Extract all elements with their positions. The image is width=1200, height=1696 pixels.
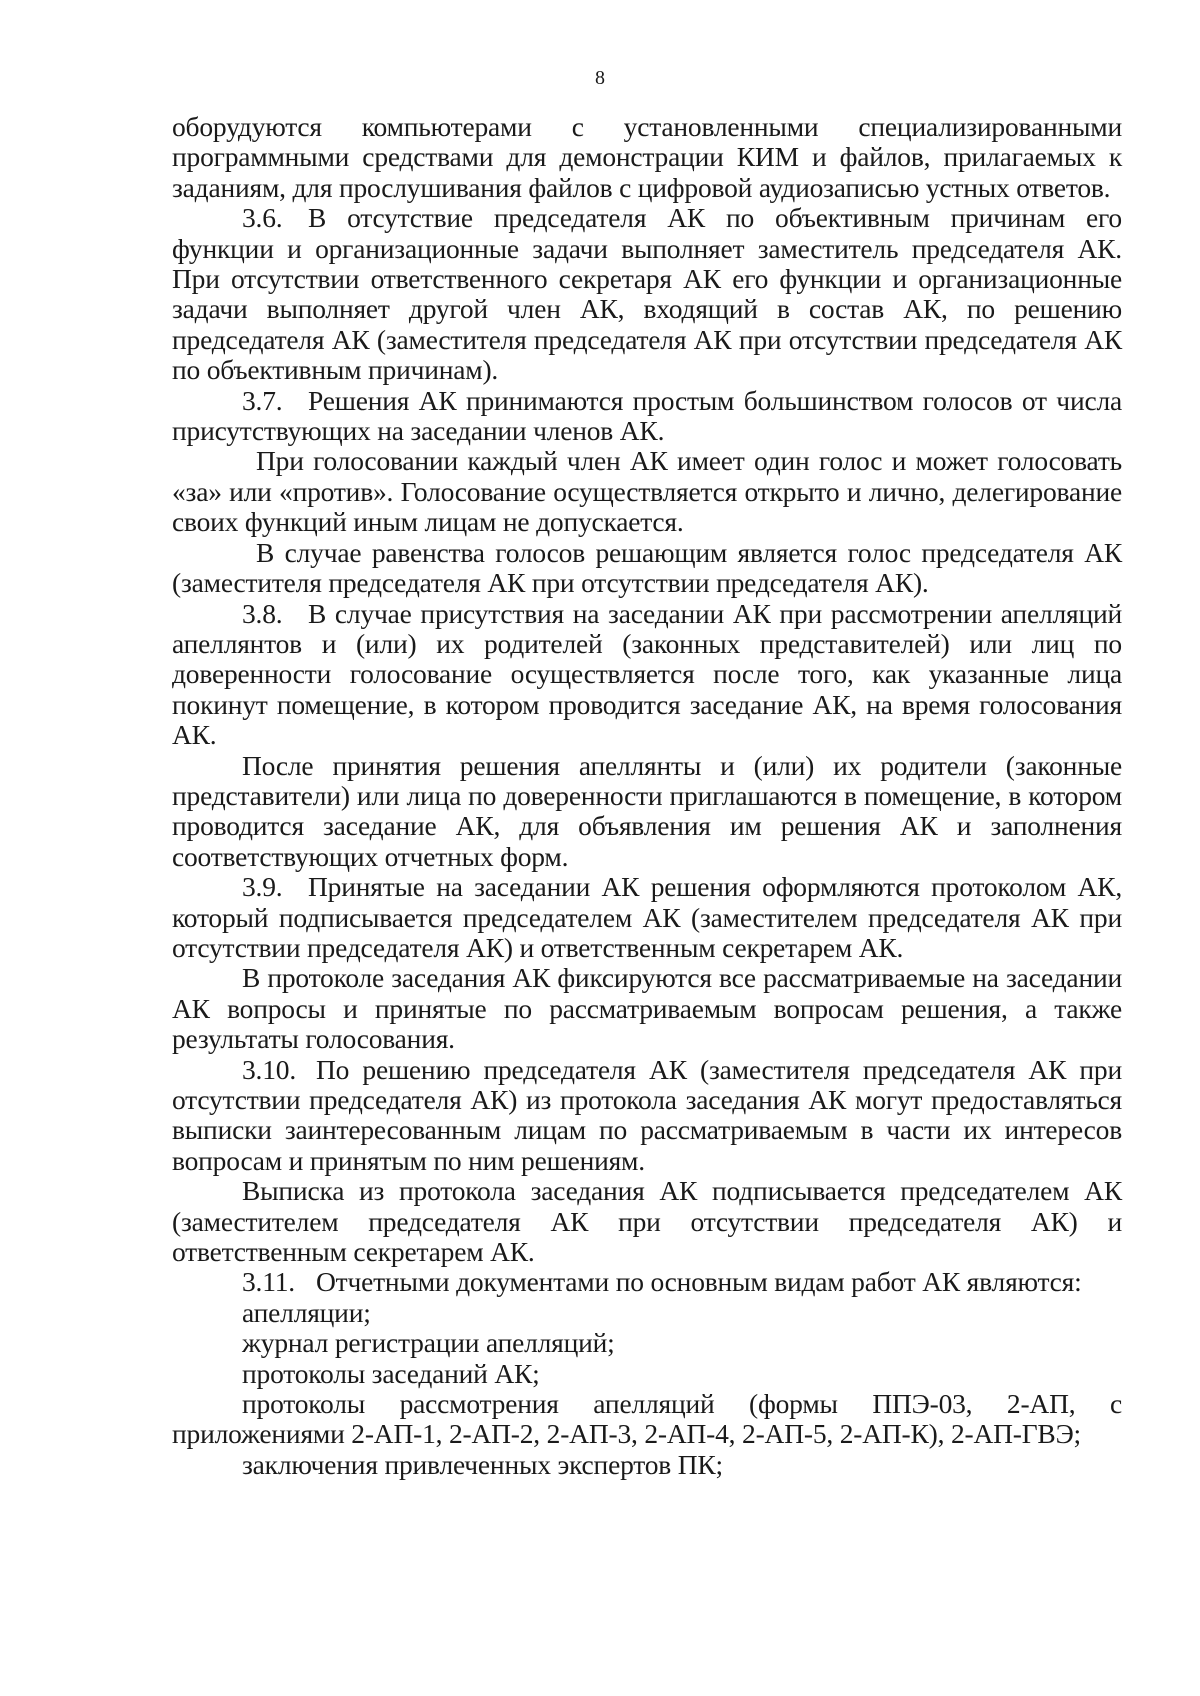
clause-number: 3.9. [242, 871, 283, 903]
list-item-text: протоколы заседаний АК; [242, 1357, 540, 1389]
paragraph [172, 751, 1122, 873]
clause-text: Отчетными документами по основным видам работ АК являются: [316, 1266, 1082, 1298]
clause-number: 3.10. [242, 1053, 297, 1085]
clause-3-9 [172, 872, 1122, 963]
page-number: 8 [595, 67, 605, 89]
list-item-text: апелляции; [242, 1296, 371, 1328]
clause-text: Решения АК принимаются простым большинством голосов от числа присутствующих на заседании членов АК. [172, 384, 1122, 447]
paragraph-text: оборудуются компьютерами с установленными специализированными программными средствами для демонстрации КИМ и файлов, прилагаемых к заданиям, для прослушивания файлов с цифровой аудиозаписью устных ответов. [172, 111, 1122, 203]
paragraph-text: В случае равенства голосов решающим является голос председателя АК (заместителя председателя АК при отсутствии председателя АК). [172, 536, 1122, 599]
paragraph-text: После принятия решения апеллянты и (или) их родители (законные представители) или лица по доверенности приглашаются в помещение, в котором проводится заседание АК, для объявления им решения АК и заполнения соответствующих отчетных форм. [172, 749, 1122, 872]
clause-text: Принятые на заседании АК решения оформляются протоколом АК, который подписывается председателем АК (заместителем председателя АК при отсутствии председателя АК) и ответственным секретарем АК. [172, 871, 1122, 963]
clause-number: 3.6. [242, 202, 283, 234]
clause-text: По решению председателя АК (заместителя председателя АК при отсутствии председателя АК) из протокола заседания АК могут предоставляться выписки заинтересованным лицам по рассматриваемым в части их интересов вопросам и принятым по ним решениям. [172, 1053, 1122, 1176]
list-item [172, 1450, 1122, 1480]
document-body [172, 112, 1122, 1480]
paragraph [172, 1176, 1122, 1267]
paragraph [172, 112, 1122, 203]
clause-3-6 [172, 203, 1122, 385]
paragraph [172, 446, 1122, 537]
paragraph [172, 538, 1122, 599]
paragraph [172, 963, 1122, 1054]
clause-number: 3.11. [242, 1266, 295, 1298]
list-item [172, 1328, 1122, 1358]
list-item [172, 1359, 1122, 1389]
list-item [172, 1389, 1122, 1450]
paragraph-text: В протоколе заседания АК фиксируются все рассматриваемые на заседании АК вопросы и принятые по рассматриваемым вопросам решения, а также результаты голосования. [172, 962, 1122, 1055]
list-item-text: заключения привлеченных экспертов ПК; [242, 1448, 723, 1480]
clause-3-10 [172, 1055, 1122, 1177]
clause-text: В отсутствие председателя АК по объективным причинам его функции и организационные задачи выполняет заместитель председателя АК. При отсутствии ответственного секретаря АК его функции и организационные задачи выполняет другой член АК, входящий в состав АК, по решению председателя АК (заместителя председателя АК при отсутствии председателя АК по объективным причинам). [172, 202, 1122, 386]
paragraph-text: Выписка из протокола заседания АК подписывается председателем АК (заместителем председателя АК при отсутствии председателя АК) и ответственным секретарем АК. [172, 1175, 1122, 1268]
clause-text: В случае присутствия на заседании АК при рассмотрении апелляций апеллянтов и (или) их родителей (законных представителей) или лиц по доверенности голосование осуществляется после того, как указанные лица покинут помещение, в котором проводится заседание АК, на время голосования АК. [172, 597, 1122, 751]
clause-number: 3.7. [242, 384, 283, 416]
list-item [172, 1298, 1122, 1328]
clause-3-7 [172, 386, 1122, 447]
list-item-text: протоколы рассмотрения апелляций (формы ППЭ-03, 2-АП, с приложениями 2-АП-1, 2-АП-2, 2-АП-3, 2-АП-4, 2-АП-5, 2-АП-К), 2-АП-ГВЭ; [172, 1388, 1122, 1450]
clause-number: 3.8. [242, 597, 283, 629]
clause-3-8 [172, 599, 1122, 751]
paragraph-text: При голосовании каждый член АК имеет один голос и может голосовать «за» или «против». Голосование осуществляется открыто и лично, делегирование своих функций иным лицам не допускается. [172, 445, 1122, 538]
clause-3-11 [172, 1267, 1122, 1297]
list-item-text: журнал регистрации апелляций; [242, 1327, 615, 1359]
